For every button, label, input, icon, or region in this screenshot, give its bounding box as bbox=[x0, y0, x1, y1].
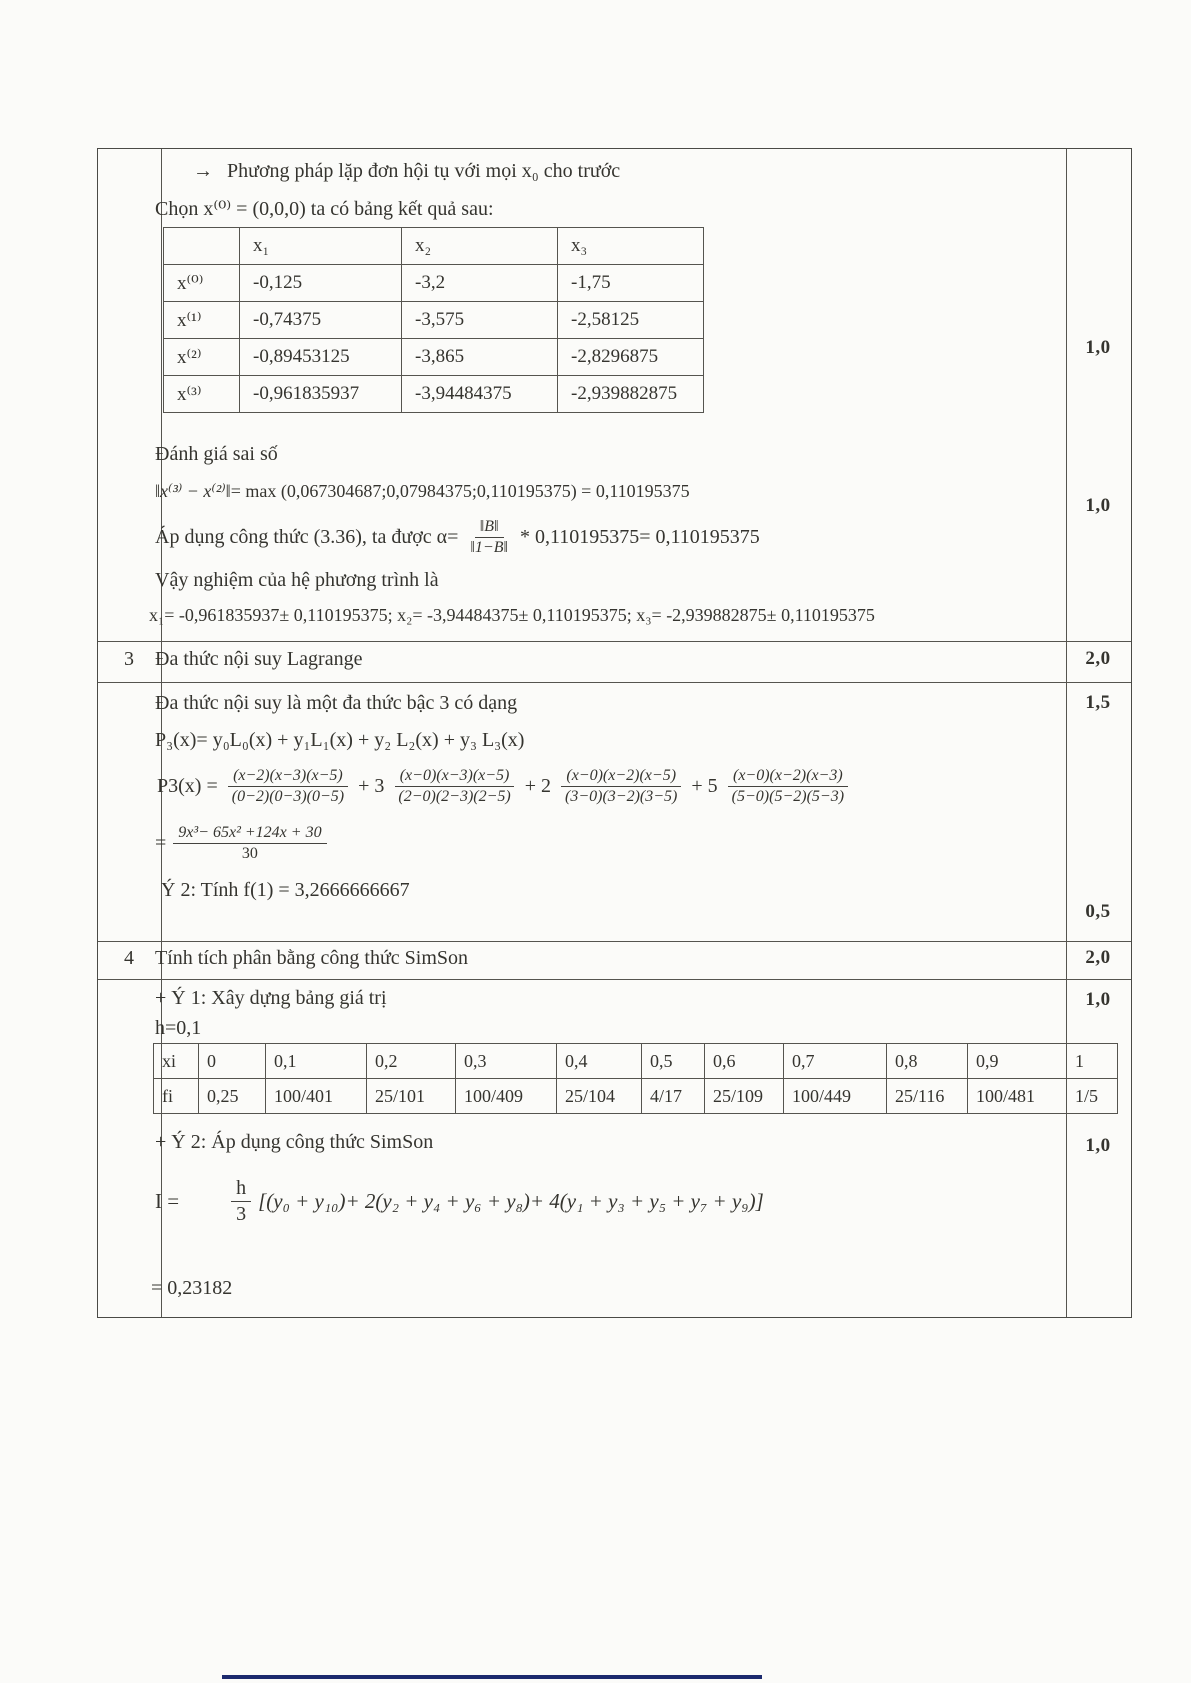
table-row bbox=[164, 265, 704, 302]
fraction-denominator: (5−0)(5−2)(5−3) bbox=[731, 787, 845, 805]
table-cell: 25/116 bbox=[887, 1079, 968, 1114]
fraction-numerator: (x−0)(x−3)(x−5) bbox=[395, 767, 515, 787]
lagrange-term-fraction bbox=[727, 767, 849, 806]
q3-basis-line: P₃(x)= y₀L₀(x) + y₁L₁(x) + y₂ L₂(x) + y₃ L₃(x) bbox=[155, 729, 525, 751]
fraction-denominator: 3 bbox=[236, 1202, 247, 1225]
fraction-numerator: ‖B‖ bbox=[475, 518, 504, 538]
table-cell: -3,94484375 bbox=[402, 376, 558, 413]
score-value: 2,0 bbox=[1085, 648, 1111, 669]
q4-h-line: h=0,1 bbox=[155, 1017, 202, 1039]
alpha-post-text: * 0,110195375= 0,110195375 bbox=[519, 525, 760, 548]
q4-y1-line: + Ý 1: Xây dựng bảng giá trị bbox=[155, 987, 387, 1009]
term-coefficient: + 2 bbox=[524, 774, 552, 797]
table-cell: x⁽⁰⁾ bbox=[164, 265, 240, 302]
table-cell: 0,1 bbox=[266, 1044, 367, 1079]
fraction-numerator: 9x³− 65x² +124x + 30 bbox=[173, 824, 326, 844]
q3-intro-line: Đa thức nội suy là một đa thức bậc 3 có dạng bbox=[155, 692, 518, 714]
table-border-row-q4-body-top bbox=[98, 979, 1131, 980]
table-cell: -3,2 bbox=[402, 265, 558, 302]
fraction-denominator: 30 bbox=[241, 844, 258, 862]
fraction-numerator: h bbox=[231, 1177, 251, 1202]
fraction-denominator: ‖1−B‖ bbox=[470, 538, 508, 556]
q2-alpha-line bbox=[155, 511, 760, 563]
table-row bbox=[154, 1044, 1118, 1079]
fraction-numerator: (x−0)(x−2)(x−3) bbox=[728, 767, 848, 787]
fraction-denominator: (3−0)(3−2)(3−5) bbox=[565, 787, 678, 805]
table-cell: 100/481 bbox=[968, 1079, 1067, 1114]
table-cell: -2,939882875 bbox=[558, 376, 704, 413]
table-cell: xi bbox=[154, 1044, 199, 1079]
table-cell: 25/109 bbox=[705, 1079, 784, 1114]
q2-solution-line: x₁= -0,961835937± 0,110195375; x₂= -3,94484375± 0,110195375; x₃= -2,939882875± 0,110195375 bbox=[149, 605, 875, 625]
table-cell bbox=[164, 228, 240, 265]
table-cell: -2,58125 bbox=[558, 302, 704, 339]
lagrange-term-fraction bbox=[393, 767, 515, 806]
table-cell: -1,75 bbox=[558, 265, 704, 302]
q3-y2-line: Ý 2: Tính f(1) = 3,2666666667 bbox=[161, 879, 410, 901]
table-border-row-q3-body-top bbox=[98, 682, 1131, 683]
fraction-denominator: (0−2)(0−3)(0−5) bbox=[231, 787, 345, 805]
table-cell: -0,125 bbox=[240, 265, 402, 302]
q3-lagrange-expansion bbox=[155, 757, 856, 815]
score-value: 1,5 bbox=[1085, 692, 1111, 713]
lagrange-term-fraction bbox=[227, 767, 349, 806]
q2-conclusion-text: Phương pháp lặp đơn hội tụ với mọi x₀ cho trước bbox=[227, 160, 621, 182]
fraction-denominator: (2−0)(2−3)(2−5) bbox=[398, 787, 511, 805]
fraction-numerator: (x−2)(x−3)(x−5) bbox=[228, 767, 348, 787]
table-cell: 25/104 bbox=[557, 1079, 642, 1114]
q3-title: Đa thức nội suy Lagrange bbox=[155, 648, 363, 670]
table-cell: x₁ bbox=[240, 228, 402, 265]
norm-expression: ‖x⁽³⁾ − x⁽²⁾‖ bbox=[155, 481, 231, 501]
table-cell: -3,575 bbox=[402, 302, 558, 339]
arrow-icon: → bbox=[193, 160, 213, 182]
score-value: 0,5 bbox=[1085, 901, 1111, 922]
table-cell: x⁽³⁾ bbox=[164, 376, 240, 413]
term-coefficient: + 5 bbox=[691, 774, 718, 797]
table-cell: fi bbox=[154, 1079, 199, 1114]
term-coefficient: + 3 bbox=[358, 774, 385, 797]
table-cell: 0,3 bbox=[456, 1044, 557, 1079]
q2-norm-line bbox=[155, 481, 690, 502]
h-over-3-fraction bbox=[231, 1177, 251, 1226]
table-cell: -2,8296875 bbox=[558, 339, 704, 376]
table-cell: 25/101 bbox=[367, 1079, 456, 1114]
table-cell: 0,4 bbox=[557, 1044, 642, 1079]
q2-solution-heading: Vậy nghiệm của hệ phương trình là bbox=[155, 569, 439, 591]
formula-body: [(y₀ + y₁₀)+ 2(y₂ + y₄ + y₆ + y₈)+ 4(y₁ + y₃ + y₅ + y₇ + y₉)] bbox=[258, 1188, 764, 1213]
table-cell: 100/449 bbox=[784, 1079, 887, 1114]
table-cell: x⁽¹⁾ bbox=[164, 302, 240, 339]
table-cell: 0,5 bbox=[642, 1044, 705, 1079]
question-number: 4 bbox=[124, 947, 134, 969]
table-cell: x₂ bbox=[402, 228, 558, 265]
result-fraction bbox=[173, 824, 326, 863]
table-row bbox=[154, 1079, 1118, 1114]
fraction-numerator: (x−0)(x−2)(x−5) bbox=[561, 767, 681, 787]
table-cell: 100/409 bbox=[456, 1079, 557, 1114]
simpson-value-table bbox=[153, 1043, 1118, 1114]
q3-result-line bbox=[155, 817, 334, 869]
table-cell: 100/401 bbox=[266, 1079, 367, 1114]
table-cell: 0,6 bbox=[705, 1044, 784, 1079]
table-cell: x₃ bbox=[558, 228, 704, 265]
table-cell: -0,89453125 bbox=[240, 339, 402, 376]
table-cell: 1/5 bbox=[1067, 1079, 1118, 1114]
q4-result-line: = 0,23182 bbox=[151, 1277, 233, 1299]
table-cell: -3,865 bbox=[402, 339, 558, 376]
table-cell: -0,961835937 bbox=[240, 376, 402, 413]
table-cell: 0,7 bbox=[784, 1044, 887, 1079]
expansion-lhs: P3(x) = bbox=[157, 774, 218, 797]
question-number: 3 bbox=[124, 648, 134, 670]
table-cell: x⁽²⁾ bbox=[164, 339, 240, 376]
table-border-row-q3-top bbox=[98, 641, 1131, 642]
norm-result: = max (0,067304687;0,07984375;0,110195375) = 0,110195375 bbox=[230, 481, 690, 501]
table-cell: 0,2 bbox=[367, 1044, 456, 1079]
table-border-row-q4-top bbox=[98, 941, 1131, 942]
table-row bbox=[164, 228, 704, 265]
alpha-fraction bbox=[465, 518, 513, 557]
footer-scan-line bbox=[222, 1675, 762, 1679]
q2-choose-line: Chọn x⁽⁰⁾ = (0,0,0) ta có bảng kết quả sau: bbox=[155, 198, 494, 220]
table-row bbox=[164, 302, 704, 339]
formula-lhs: I = bbox=[155, 1188, 180, 1213]
iteration-result-table bbox=[163, 227, 704, 413]
alpha-pre-text: Áp dụng công thức (3.36), ta được α= bbox=[155, 525, 459, 548]
q4-title: Tính tích phân bằng công thức SimSon bbox=[155, 947, 469, 969]
score-value: 1,0 bbox=[1085, 989, 1111, 1010]
simpson-formula-line bbox=[155, 1171, 764, 1231]
lagrange-term-fraction bbox=[560, 767, 682, 806]
table-cell: 0,25 bbox=[199, 1079, 266, 1114]
score-value: 1,0 bbox=[1085, 1135, 1111, 1156]
table-cell: 0,8 bbox=[887, 1044, 968, 1079]
table-cell: 0,9 bbox=[968, 1044, 1067, 1079]
table-cell: 0 bbox=[199, 1044, 266, 1079]
score-value: 2,0 bbox=[1085, 947, 1111, 968]
q2-conclusion-line bbox=[193, 160, 620, 183]
q4-y2-line: + Ý 2: Áp dụng công thức SimSon bbox=[155, 1131, 434, 1153]
q2-error-heading: Đánh giá sai số bbox=[155, 443, 278, 465]
equals-sign: = bbox=[155, 831, 167, 854]
answer-grid-table bbox=[97, 148, 1132, 1318]
table-cell: -0,74375 bbox=[240, 302, 402, 339]
score-value: 1,0 bbox=[1085, 337, 1111, 358]
score-value: 1,0 bbox=[1085, 495, 1111, 516]
table-row bbox=[164, 339, 704, 376]
table-cell: 4/17 bbox=[642, 1079, 705, 1114]
table-cell: 1 bbox=[1067, 1044, 1118, 1079]
table-row bbox=[164, 376, 704, 413]
